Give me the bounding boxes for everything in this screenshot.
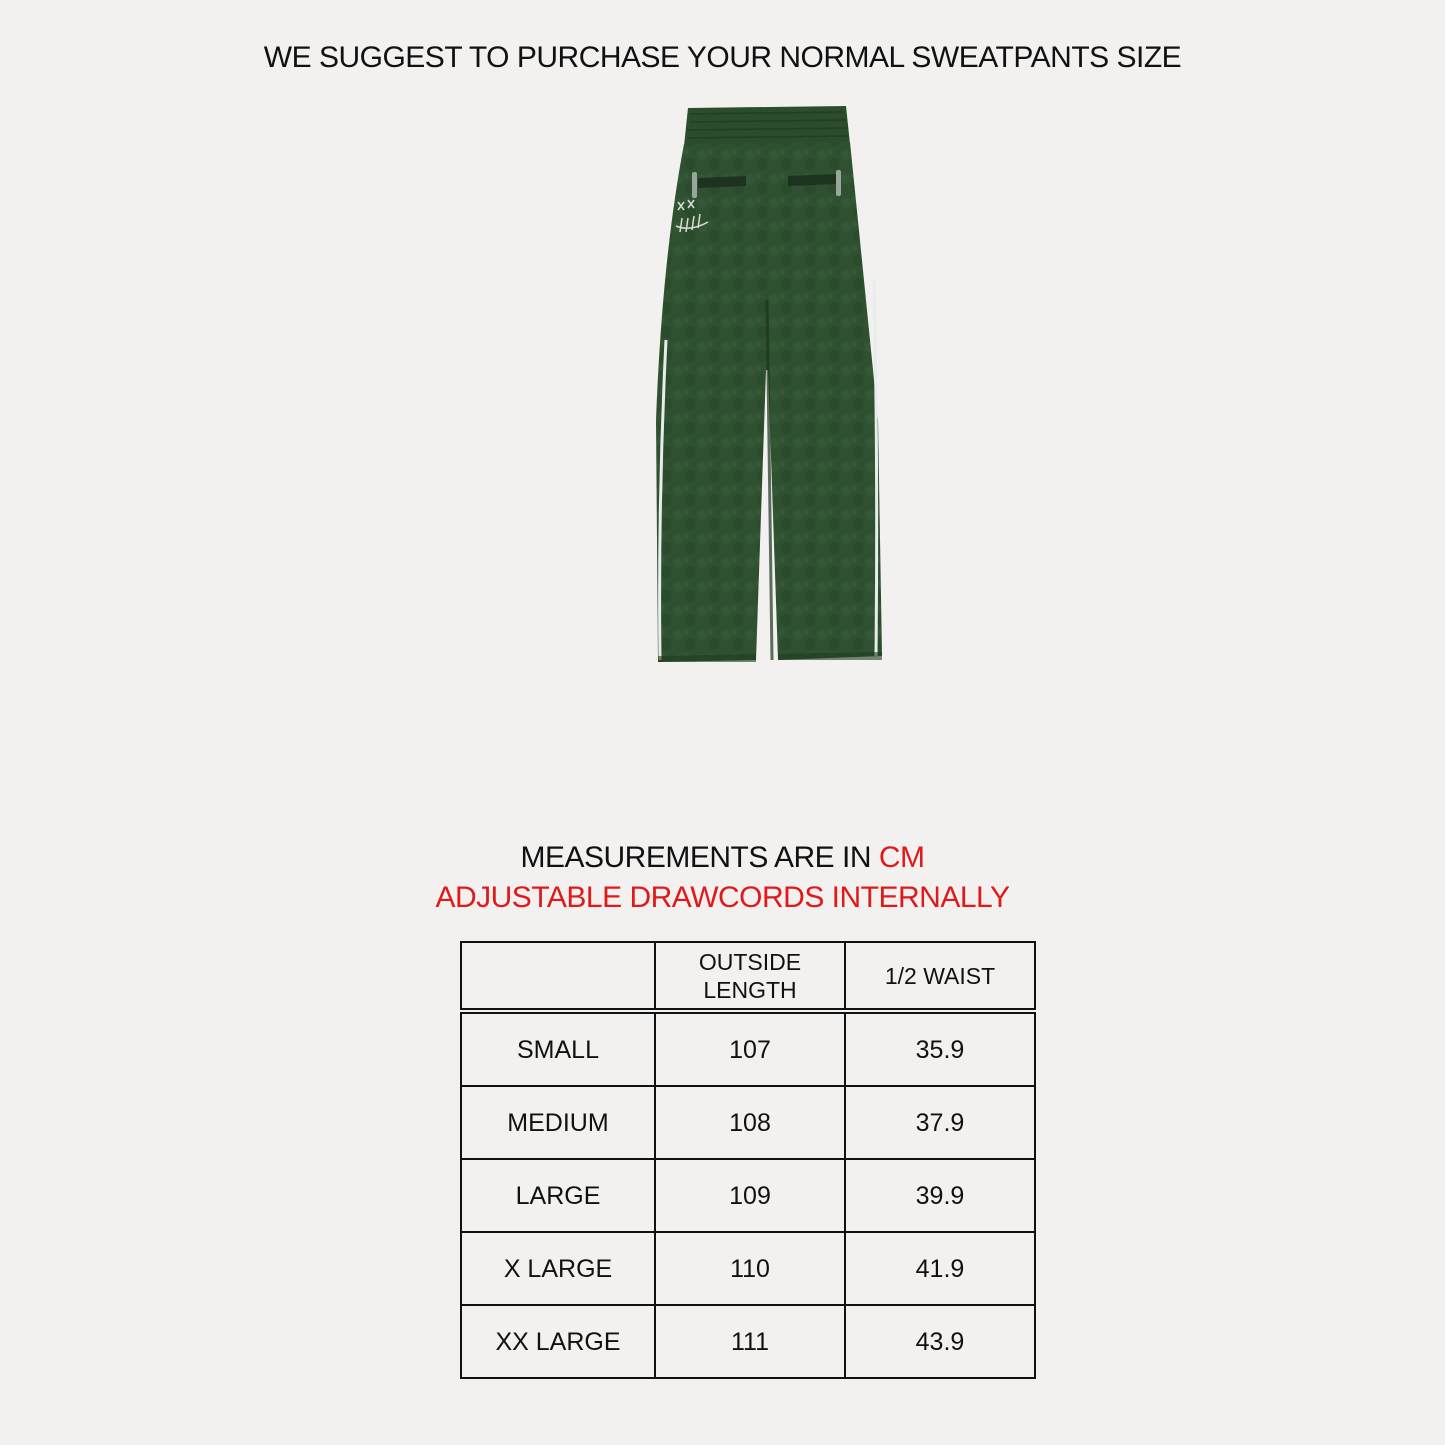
sweatpants-image xyxy=(600,100,900,680)
outside-length-header-line1: OUTSIDE xyxy=(698,948,802,975)
size-cell: SMALL xyxy=(461,1013,655,1086)
units-note xyxy=(0,838,1445,878)
size-cell: LARGE xyxy=(461,1159,655,1232)
units-value: CM xyxy=(878,841,925,874)
half-waist-cell: 41.9 xyxy=(845,1232,1035,1305)
measurement-notes xyxy=(0,838,1445,918)
size-chart-table xyxy=(460,941,1036,1379)
half-waist-cell: 35.9 xyxy=(845,1013,1035,1086)
outside-length-cell: 109 xyxy=(655,1159,845,1232)
table-row xyxy=(461,1086,1035,1159)
table-header-row xyxy=(461,942,1035,1009)
table-row xyxy=(461,1232,1035,1305)
outside-length-cell: 108 xyxy=(655,1086,845,1159)
size-cell: XX LARGE xyxy=(461,1305,655,1378)
drawcord-note: ADJUSTABLE DRAWCORDS INTERNALLY xyxy=(435,881,1010,914)
outside-length-header-line2: LENGTH xyxy=(703,976,797,1003)
outside-length-cell: 111 xyxy=(655,1305,845,1378)
table-row xyxy=(461,1013,1035,1086)
size-cell: X LARGE xyxy=(461,1232,655,1305)
table-row xyxy=(461,1159,1035,1232)
units-note-prefix: MEASUREMENTS ARE IN xyxy=(520,841,879,874)
outside-length-cell: 110 xyxy=(655,1232,845,1305)
table-row xyxy=(461,1305,1035,1378)
size-header-cell xyxy=(461,942,655,1009)
page-headline: WE SUGGEST TO PURCHASE YOUR NORMAL SWEATPANTS SIZE xyxy=(263,41,1182,74)
half-waist-cell: 43.9 xyxy=(845,1305,1035,1378)
half-waist-cell: 39.9 xyxy=(845,1159,1035,1232)
outside-length-header xyxy=(655,942,845,1009)
size-cell: MEDIUM xyxy=(461,1086,655,1159)
outside-length-cell: 107 xyxy=(655,1013,845,1086)
half-waist-cell: 37.9 xyxy=(845,1086,1035,1159)
half-waist-header: 1/2 WAIST xyxy=(845,942,1035,1009)
